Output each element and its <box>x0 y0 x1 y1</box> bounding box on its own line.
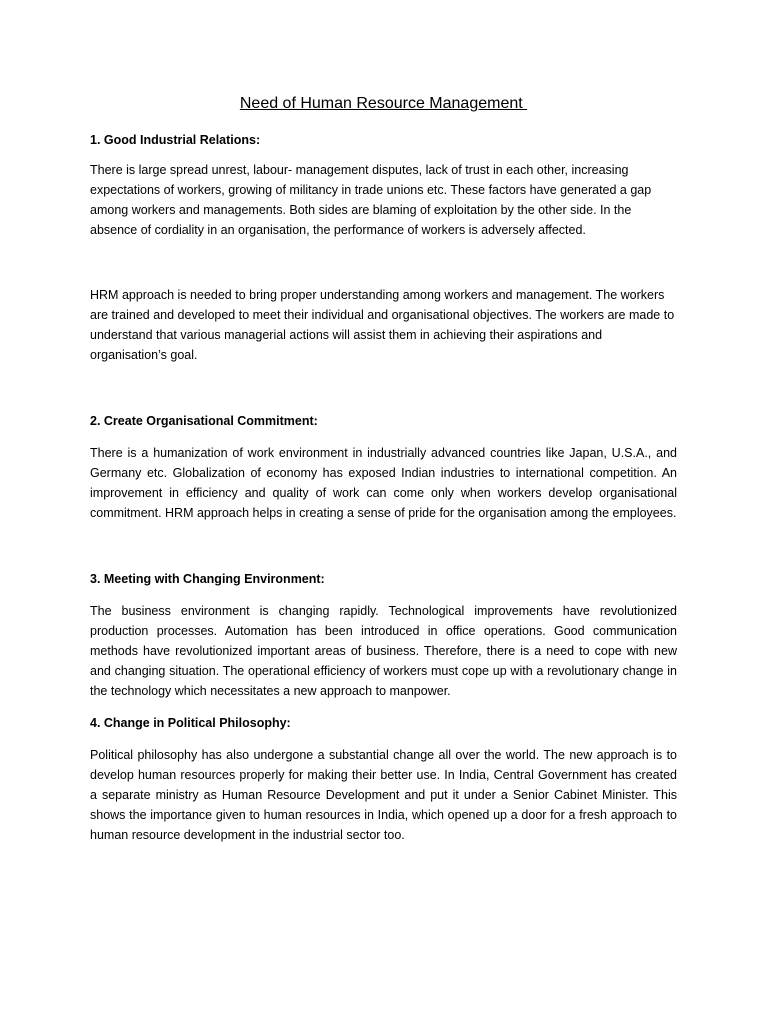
section-paragraph: The business environment is changing rapidly. Technological improvements have revolutionized production processes. Automation has been introduced in office operations. Good communication methods have revolutionized important areas of business. Therefore, there is a need to cope with new and changing situation. The operational efficiency of workers must cope up with a revolutionary change in the technology which necessitates a new approach to manpower. <box>90 604 677 698</box>
section-heading-meeting-with-changing-environment: 3. Meeting with Changing Environment: <box>90 572 325 586</box>
section-paragraph: There is a humanization of work environment in industrially advanced countries like Japan, U.S.A., and Germany etc. Globalization of economy has exposed Indian industries to international competition. An improvement in efficiency and quality of work can come only when workers develop organisational commitment. HRM approach helps in creating a sense of pride for the organisation among the employees. <box>90 446 677 520</box>
section-paragraph: Political philosophy has also undergone a substantial change all over the world. The new approach is to develop human resources properly for making their better use. In India, Central Government has created a separate ministry as Human Resource Development and put it under a Senior Cabinet Minister. This shows the importance given to human resources in India, which opened up a door for a fresh approach to human resource development in the industrial sector too. <box>90 748 677 842</box>
document-title: Need of Human Resource Management <box>239 95 528 112</box>
document-body <box>90 94 677 845</box>
section-paragraph: There is large spread unrest, labour- management disputes, lack of trust in each other, increasing expectations of workers, growing of militancy in trade unions etc. These factors have generated a gap among workers and managements. Both sides are blaming of exploitation by the other side. In the absence of cordiality in an organisation, the performance of workers is adversely affected. <box>90 163 652 237</box>
section-paragraph: HRM approach is needed to bring proper understanding among workers and management. The workers are trained and developed to meet their individual and organisational objectives. The workers are made to understand that various managerial actions will assist them in achieving their aspirations and organisation’s goal. <box>90 288 675 362</box>
section-heading-good-industrial-relations: 1. Good Industrial Relations: <box>90 133 261 147</box>
section-heading-create-organisational-commitment: 2. Create Organisational Commitment: <box>90 414 318 428</box>
section-heading-change-in-political-philosophy: 4. Change in Political Philosophy: <box>90 716 291 730</box>
